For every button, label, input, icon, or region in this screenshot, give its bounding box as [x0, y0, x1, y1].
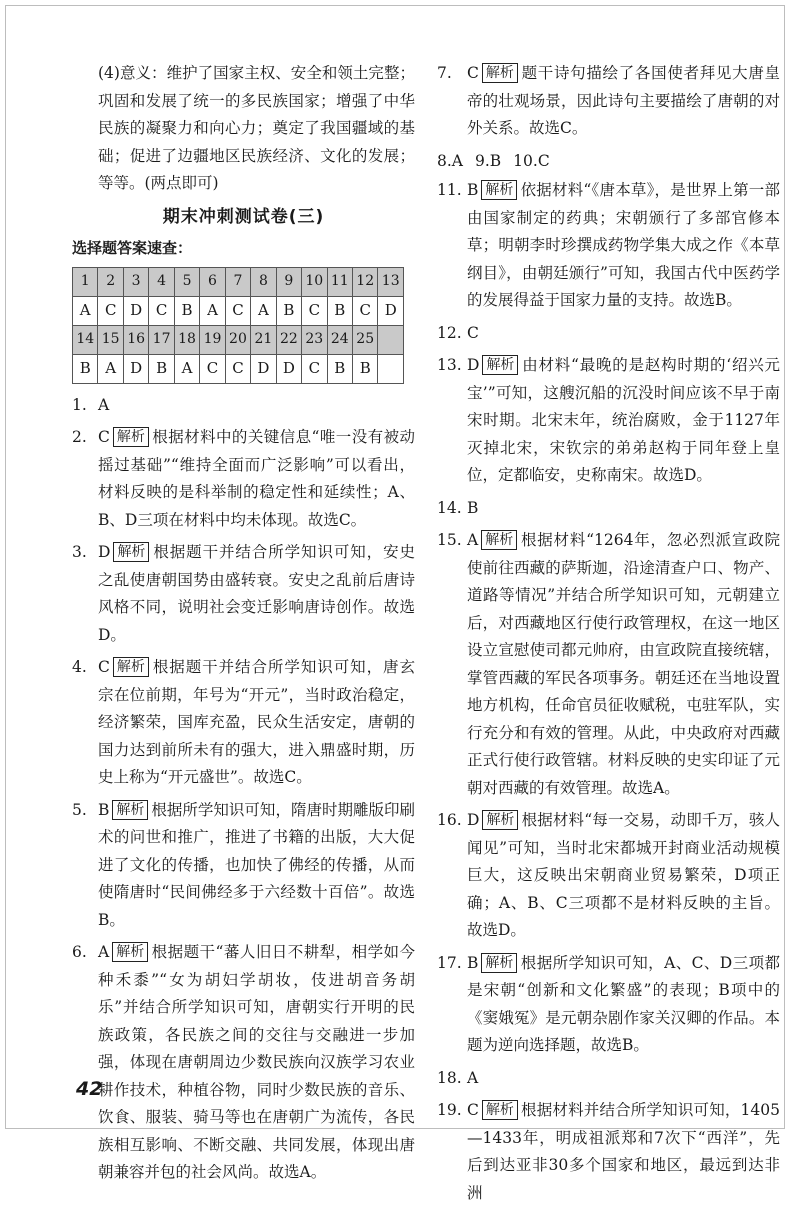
section-title: 期末冲刺测试卷(三)	[162, 206, 325, 227]
answer-item-2	[72, 424, 415, 534]
item-answer: D	[467, 356, 480, 374]
answer-item-7	[437, 60, 780, 143]
analysis-tag: 解析	[113, 657, 149, 677]
table-cell: 25	[352, 325, 377, 354]
intro-paragraph: (4)意义：维护了国家主权、安全和领土完整；巩固和发展了统一的多民族国家；增强了中华民族的凝聚力和向心力；奠定了我国疆域的基础；促进了边疆地区民族经济、文化的发展；等等。(两点即可)	[98, 64, 415, 192]
item-answer: B	[98, 800, 110, 819]
analysis-tag: 解析	[482, 355, 518, 375]
answer-item-4	[72, 654, 415, 792]
table-cell: 20	[225, 325, 250, 354]
table-cell: 17	[149, 325, 174, 354]
table-cell: D	[123, 354, 148, 383]
table-row-numbers-1	[73, 267, 404, 296]
inline-answer: 9.B	[474, 151, 502, 170]
item-number: 13.	[437, 356, 462, 374]
inline-answers	[437, 148, 780, 176]
item-explanation: 根据所学知识可知，A、C、D三项都是宋朝“创新和文化繁盛”的表现；B项中的《窦娥冤》是元朝杂剧作家关汉卿的作品。本题为逆向选择题，故选B。	[467, 953, 780, 1054]
right-column	[437, 60, 780, 1212]
table-cell-empty	[378, 325, 404, 354]
analysis-tag: 解析	[481, 180, 517, 200]
table-cell: 15	[98, 325, 123, 354]
table-cell: 10	[302, 267, 327, 296]
table-cell: 16	[123, 325, 148, 354]
table-cell: 1	[73, 267, 98, 296]
table-row-answers-1	[73, 296, 404, 325]
answer-item-17	[437, 950, 780, 1060]
table-row-numbers-2	[73, 325, 404, 354]
table-cell: B	[327, 354, 352, 383]
table-cell: 12	[352, 267, 377, 296]
page-number: 42	[76, 1078, 103, 1100]
table-cell: D	[378, 296, 404, 325]
table-cell: 21	[251, 325, 276, 354]
answer-item-1	[72, 392, 415, 420]
item-answer: C	[467, 1101, 479, 1119]
answer-item-12	[437, 320, 780, 348]
item-number: 2.	[72, 428, 87, 446]
analysis-tag: 解析	[482, 1100, 518, 1120]
item-number: 7.	[437, 64, 452, 82]
table-cell: 19	[200, 325, 225, 354]
table-cell: C	[225, 354, 250, 383]
answer-item-15	[437, 527, 780, 802]
answer-item-13	[437, 352, 780, 490]
inline-answer: 10.C	[513, 151, 550, 170]
table-cell: B	[327, 296, 352, 325]
table-cell: C	[302, 354, 327, 383]
table-cell: D	[123, 296, 148, 325]
table-cell: 6	[200, 267, 225, 296]
item-number: 1.	[72, 395, 87, 414]
table-cell: 18	[174, 325, 199, 354]
item-number: 4.	[72, 658, 87, 676]
table-cell: C	[98, 296, 123, 325]
answer-item-11	[437, 177, 780, 315]
table-cell: 11	[327, 267, 352, 296]
table-cell: C	[149, 296, 174, 325]
item-number: 6.	[72, 943, 87, 961]
item-number: 18.	[437, 1068, 462, 1087]
table-cell: D	[276, 354, 301, 383]
item-explanation: 根据材料并结合所学知识可知，1405—1433年，明成祖派郑和7次下“西洋”，先后到达亚非30多个国家和地区，最远到达非洲	[467, 1101, 780, 1202]
item-answer: B	[467, 498, 479, 517]
table-cell: B	[352, 354, 377, 383]
analysis-tag: 解析	[481, 953, 517, 973]
table-cell: A	[251, 296, 276, 325]
table-cell: 4	[149, 267, 174, 296]
table-cell: A	[174, 354, 199, 383]
analysis-tag: 解析	[112, 800, 148, 820]
table-cell: A	[98, 354, 123, 383]
answer-key-table	[72, 267, 404, 384]
item-number: 5.	[72, 800, 87, 819]
item-explanation: 根据所学知识可知，隋唐时期雕版印刷术的问世和推广，推进了书籍的出版，大大促进了文化的传播，也加快了佛经的传播，从而使隋唐时“民间佛经多于六经数十百倍”。故选B。	[98, 800, 415, 929]
item-number: 14.	[437, 498, 462, 517]
item-answer: A	[98, 943, 110, 961]
analysis-tag: 解析	[482, 810, 518, 830]
item-number: 12.	[437, 323, 462, 342]
item-explanation: 由材料“最晚的是赵构时期的‘绍兴元宝’”可知，这艘沉船的沉没时间应该不早于南宋时期。北宋末年，统治腐败，金于1127年灭掉北宋，宋钦宗的弟弟赵构于同年登上皇位，定都临安，史称南宋。故选D。	[467, 356, 780, 484]
table-cell: 2	[98, 267, 123, 296]
item-answer: A	[467, 531, 479, 549]
table-cell: 22	[276, 325, 301, 354]
item-explanation: 题干诗句描绘了各国使者拜见大唐皇帝的壮观场景，因此诗句主要描绘了唐朝的对外关系。故选C。	[467, 64, 780, 137]
item-answer: D	[98, 543, 111, 561]
answer-item-16	[437, 807, 780, 945]
item-number: 19.	[437, 1101, 462, 1119]
item-number: 3.	[72, 543, 87, 561]
table-cell: B	[174, 296, 199, 325]
table-cell: C	[302, 296, 327, 325]
answer-item-19	[437, 1097, 780, 1207]
table-cell: B	[149, 354, 174, 383]
analysis-tag: 解析	[113, 542, 149, 562]
table-cell-empty	[378, 354, 404, 383]
item-answer: A	[98, 395, 110, 414]
table-cell: 23	[302, 325, 327, 354]
table-cell: C	[225, 296, 250, 325]
table-cell: A	[200, 296, 225, 325]
table-cell: 14	[73, 325, 98, 354]
table-cell: 13	[378, 267, 404, 296]
table-cell: B	[73, 354, 98, 383]
item-number: 17.	[437, 953, 462, 972]
table-cell: B	[276, 296, 301, 325]
item-number: 15.	[437, 531, 462, 549]
table-row-answers-2	[73, 354, 404, 383]
table-cell: 7	[225, 267, 250, 296]
answer-key-title: 选择题答案速查：	[72, 239, 193, 257]
table-cell: C	[200, 354, 225, 383]
item-number: 16.	[437, 811, 462, 829]
table-cell: C	[352, 296, 377, 325]
analysis-tag: 解析	[112, 942, 148, 962]
analysis-tag: 解析	[481, 530, 517, 550]
table-cell: 5	[174, 267, 199, 296]
item-answer: B	[467, 181, 479, 199]
analysis-tag: 解析	[482, 63, 518, 83]
left-column	[72, 60, 415, 1192]
item-answer: C	[98, 428, 110, 446]
answer-item-6	[72, 939, 415, 1187]
inline-answer: 8.A	[437, 151, 463, 170]
answer-item-3	[72, 539, 415, 649]
item-answer: C	[467, 323, 479, 342]
item-explanation: 根据题干并结合所学知识可知，唐玄宗在位前期，年号为“开元”，当时政治稳定，经济繁荣，国库充盈，民众生活安定，唐朝的国力达到前所未有的强大，进入鼎盛时期，历史上称为“开元盛世”。故选C。	[98, 658, 415, 786]
item-explanation: 根据材料“每一交易，动即千万，骇人闻见”可知，当时北宋都城开封商业活动规模巨大，这反映出宋朝商业贸易繁荣，D项正确；A、B、C三项都不是材料反映的主旨。故选D。	[467, 811, 780, 939]
item-answer: A	[467, 1068, 479, 1087]
item-explanation: 根据题干“蕃人旧日不耕犁，相学如今种禾黍”“女为胡妇学胡妆，伎进胡音务胡乐”并结合所学知识可知，唐朝实行开明的民族政策，各民族之间的交往与交融进一步加强，体现在唐朝周边少数民族向汉族学习农业耕作技术，种植谷物，同时少数民族的音乐、饮食、服装、骑马等也在唐朝广为流传，各民族相互影响、不断交融、共同发展，体现出唐朝兼容并包的社会风尚。故选A。	[98, 943, 415, 1181]
item-answer: C	[467, 64, 479, 82]
item-number: 11.	[437, 181, 462, 199]
item-explanation: 根据材料中的关键信息“唯一没有被动摇过基础”“维持全面而广泛影响”可以看出，材料反映的是科举制的稳定性和延续性；A、B、D三项在材料中均未体现。故选C。	[98, 428, 415, 529]
item-answer: B	[467, 953, 479, 972]
table-cell: 3	[123, 267, 148, 296]
table-cell: A	[73, 296, 98, 325]
answer-item-5	[72, 797, 415, 935]
item-explanation: 根据题干并结合所学知识可知，安史之乱使唐朝国势由盛转衰。安史之乱前后唐诗风格不同，说明社会变迁影响唐诗创作。故选D。	[98, 543, 415, 644]
item-answer: D	[467, 811, 480, 829]
table-cell: D	[251, 354, 276, 383]
answer-item-18	[437, 1065, 780, 1093]
item-explanation: 依据材料“《唐本草》，是世界上第一部由国家制定的药典；宋朝颁行了多部官修本草；明朝李时珍撰成药物学集大成之作《本草纲目》，由朝廷颁行”可知，我国古代中医药学的发展得益于国家力量的支持。故选B。	[467, 181, 780, 309]
answer-item-14	[437, 495, 780, 523]
table-cell: 24	[327, 325, 352, 354]
table-cell: 9	[276, 267, 301, 296]
item-answer: C	[98, 658, 110, 676]
item-explanation: 根据材料“1264年，忽必烈派宣政院使前往西藏的萨斯迦，沿途清查户口、物产、道路等情况”并结合所学知识可知，元朝建立后，对西藏地区行使行政管理权，在这一地区设立宣慰使司都元帅府，由宣政院直接统辖，掌管西藏的军民各项事务。朝廷还在当地设置地方机构，任命官员征收赋税，屯驻军队，实行充分和有效的管理。从此，中央政府对西藏正式行使行政管辖。材料反映的史实印证了元朝对西藏的有效管理。故选A。	[467, 531, 780, 797]
table-cell: 8	[251, 267, 276, 296]
analysis-tag: 解析	[113, 427, 149, 447]
